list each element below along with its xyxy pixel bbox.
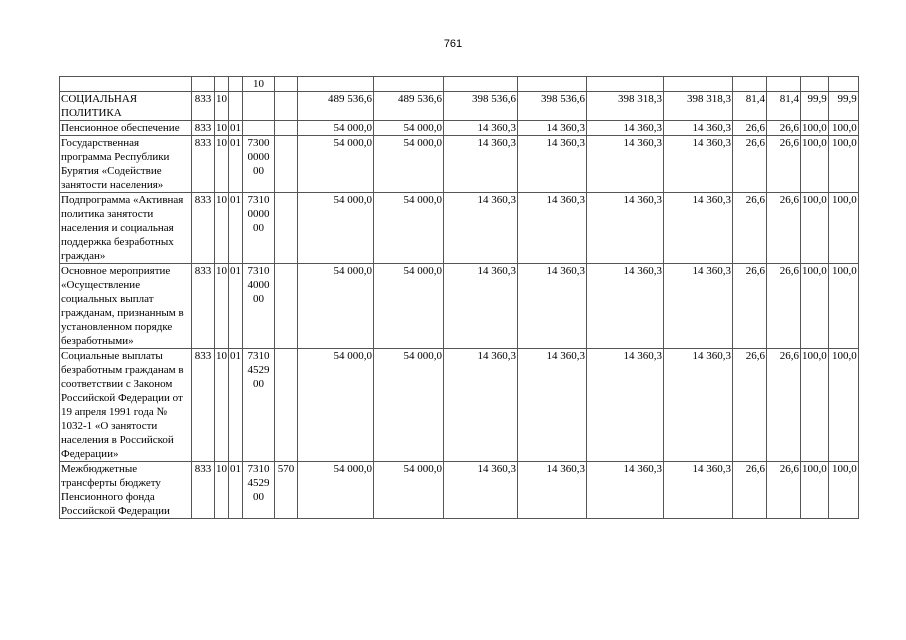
table-row: [60, 264, 859, 349]
header-cell: 10: [243, 77, 275, 92]
header-cell: [298, 77, 374, 92]
value-cell: 54 000,0: [374, 264, 444, 349]
target-article-code-cell: 7310 4529 00: [243, 462, 275, 519]
subsection-code-cell: 01: [229, 193, 243, 264]
header-cell: [60, 77, 192, 92]
percent-cell: 26,6: [767, 193, 801, 264]
value-cell: 489 536,6: [298, 92, 374, 121]
value-cell: 54 000,0: [298, 462, 374, 519]
subsection-code-cell: 01: [230, 122, 241, 134]
ministry-code-cell: 833: [192, 193, 215, 264]
value-cell: 14 360,3: [444, 349, 518, 462]
header-cell: [275, 77, 298, 92]
expense-type-code-cell: [275, 349, 298, 462]
table-row: [60, 193, 859, 264]
value-cell: 54 000,0: [374, 349, 444, 462]
header-cell: [444, 77, 518, 92]
percent-cell: 26,6: [733, 193, 767, 264]
column-number-row: [60, 77, 859, 92]
target-article-code-cell: 7310 0000 00: [243, 193, 275, 264]
value-cell: 14 360,3: [518, 136, 587, 193]
value-cell: 398 318,3: [664, 92, 733, 121]
target-article-code-cell: 7300 0000 00: [243, 136, 275, 193]
value-cell: 14 360,3: [518, 462, 587, 519]
ministry-code-cell: 833: [192, 264, 215, 349]
table-row: [60, 136, 859, 193]
value-cell: 398 536,6: [444, 92, 518, 121]
value-cell: 14 360,3: [664, 264, 733, 349]
row-name-cell: Межбюджетные трансферты бюджету Пенсионного фонда Российской Федерации: [60, 462, 192, 519]
percent-cell: 26,6: [733, 349, 767, 462]
percent-cell: 26,6: [733, 462, 767, 519]
budget-table: [59, 76, 859, 519]
value-cell: 14 360,3: [664, 349, 733, 462]
value-cell: 14 360,3: [518, 264, 587, 349]
row-name-cell: Подпрограмма «Активная политика занятости населения и социальная поддержка безработных граждан»: [60, 193, 192, 264]
value-cell: 14 360,3: [664, 462, 733, 519]
table-row: [60, 462, 859, 519]
ministry-code-cell: 833: [192, 136, 215, 193]
target-article-code-cell: [243, 121, 275, 136]
percent-cell: 100,0: [801, 349, 829, 462]
section-code-cell: 10: [215, 349, 229, 462]
ministry-code-cell: 833: [192, 349, 215, 462]
row-name-cell: Основное мероприятие «Осуществление социальных выплат гражданам, признанным в установленном порядке безработными»: [60, 264, 192, 349]
section-code-cell: 10: [216, 122, 227, 134]
percent-cell: 81,4: [733, 92, 767, 121]
ministry-code-cell: 833: [192, 462, 215, 519]
table-row: [60, 121, 859, 136]
value-cell: 14 360,3: [664, 121, 733, 136]
percent-cell: 99,9: [828, 92, 858, 121]
subsection-code-cell: 01: [229, 349, 243, 462]
page-number: 761: [443, 38, 463, 50]
value-cell: 398 536,6: [518, 92, 587, 121]
header-cell: [767, 77, 801, 92]
ministry-code-cell: 833: [192, 121, 215, 136]
percent-cell: 26,6: [733, 121, 767, 136]
header-cell: [374, 77, 444, 92]
percent-cell: 100,0: [801, 462, 829, 519]
expense-type-code-cell: [275, 136, 298, 193]
percent-cell: 99,9: [801, 92, 829, 121]
subsection-code-cell: 01: [229, 136, 243, 193]
table-row: [60, 349, 859, 462]
header-cell: [229, 77, 243, 92]
table-row: [60, 92, 859, 121]
value-cell: 54 000,0: [298, 193, 374, 264]
row-name-cell: СОЦИАЛЬНАЯ ПОЛИТИКА: [60, 92, 192, 121]
expense-type-code-cell: [275, 193, 298, 264]
header-cell: [192, 77, 215, 92]
header-cell: [801, 77, 829, 92]
percent-cell: 26,6: [767, 136, 801, 193]
value-cell: 14 360,3: [587, 264, 664, 349]
value-cell: 14 360,3: [444, 136, 518, 193]
row-name-cell: Пенсионное обеспечение: [60, 121, 192, 136]
value-cell: 14 360,3: [518, 349, 587, 462]
subsection-code-cell: [229, 92, 243, 121]
value-cell: 54 000,0: [298, 349, 374, 462]
percent-cell: 100,0: [802, 122, 827, 134]
value-cell: 14 360,3: [587, 121, 664, 136]
percent-cell: 26,6: [733, 136, 767, 193]
percent-cell: 26,6: [767, 264, 801, 349]
value-cell: 14 360,3: [587, 462, 664, 519]
subsection-code-cell: 01: [229, 462, 243, 519]
value-cell: 54 000,0: [298, 121, 374, 136]
expense-type-code-cell: [275, 264, 298, 349]
value-cell: 54 000,0: [298, 264, 374, 349]
section-code-cell: 10: [215, 264, 229, 349]
header-cell: [215, 77, 229, 92]
percent-cell: 26,6: [767, 462, 801, 519]
percent-cell: 100,0: [828, 121, 858, 136]
section-code-cell: 10: [215, 92, 229, 121]
value-cell: 14 360,3: [444, 121, 518, 136]
value-cell: 14 360,3: [518, 121, 587, 136]
expense-type-code-cell: [275, 121, 298, 136]
percent-cell: 100,0: [801, 264, 829, 349]
percent-cell: 26,6: [767, 121, 801, 136]
header-cell: [587, 77, 664, 92]
value-cell: 14 360,3: [444, 264, 518, 349]
value-cell: 14 360,3: [518, 193, 587, 264]
target-article-code-cell: [243, 92, 275, 121]
value-cell: 54 000,0: [374, 121, 444, 136]
value-cell: 14 360,3: [664, 193, 733, 264]
subsection-code-cell: 01: [229, 264, 243, 349]
value-cell: 14 360,3: [587, 136, 664, 193]
percent-cell: 100,0: [828, 264, 858, 349]
value-cell: 54 000,0: [298, 136, 374, 193]
value-cell: 54 000,0: [374, 462, 444, 519]
row-name-cell: Государственная программа Республики Бурятия «Содействие занятости населения»: [60, 136, 192, 193]
value-cell: 14 360,3: [587, 349, 664, 462]
percent-cell: 26,6: [733, 264, 767, 349]
percent-cell: 100,0: [828, 136, 858, 193]
row-name-cell: Социальные выплаты безработным гражданам в соответствии с Законом Российской Федерации от 19 апреля 1991 года № 1032-1 «О занятости населения в Российской Федерации»: [60, 349, 192, 462]
expense-type-code-cell: [275, 92, 298, 121]
section-code-cell: 10: [215, 193, 229, 264]
value-cell: 14 360,3: [444, 462, 518, 519]
target-article-code-cell: 7310 4000 00: [243, 264, 275, 349]
percent-cell: 81,4: [767, 92, 801, 121]
percent-cell: 26,6: [767, 349, 801, 462]
value-cell: 54 000,0: [374, 193, 444, 264]
expense-type-code-cell: 570: [275, 462, 298, 519]
header-cell: [828, 77, 858, 92]
percent-cell: 100,0: [801, 193, 829, 264]
section-code-cell: 10: [215, 136, 229, 193]
ministry-code-cell: 833: [192, 92, 215, 121]
header-cell: [518, 77, 587, 92]
percent-cell: 100,0: [828, 349, 858, 462]
target-article-code-cell: 7310 4529 00: [243, 349, 275, 462]
value-cell: 54 000,0: [374, 136, 444, 193]
value-cell: 14 360,3: [664, 136, 733, 193]
header-cell: [733, 77, 767, 92]
value-cell: 14 360,3: [444, 193, 518, 264]
header-cell: [664, 77, 733, 92]
percent-cell: 100,0: [828, 462, 858, 519]
percent-cell: 100,0: [801, 136, 829, 193]
percent-cell: 100,0: [828, 193, 858, 264]
section-code-cell: 10: [215, 462, 229, 519]
value-cell: 489 536,6: [374, 92, 444, 121]
value-cell: 398 318,3: [587, 92, 664, 121]
value-cell: 14 360,3: [587, 193, 664, 264]
